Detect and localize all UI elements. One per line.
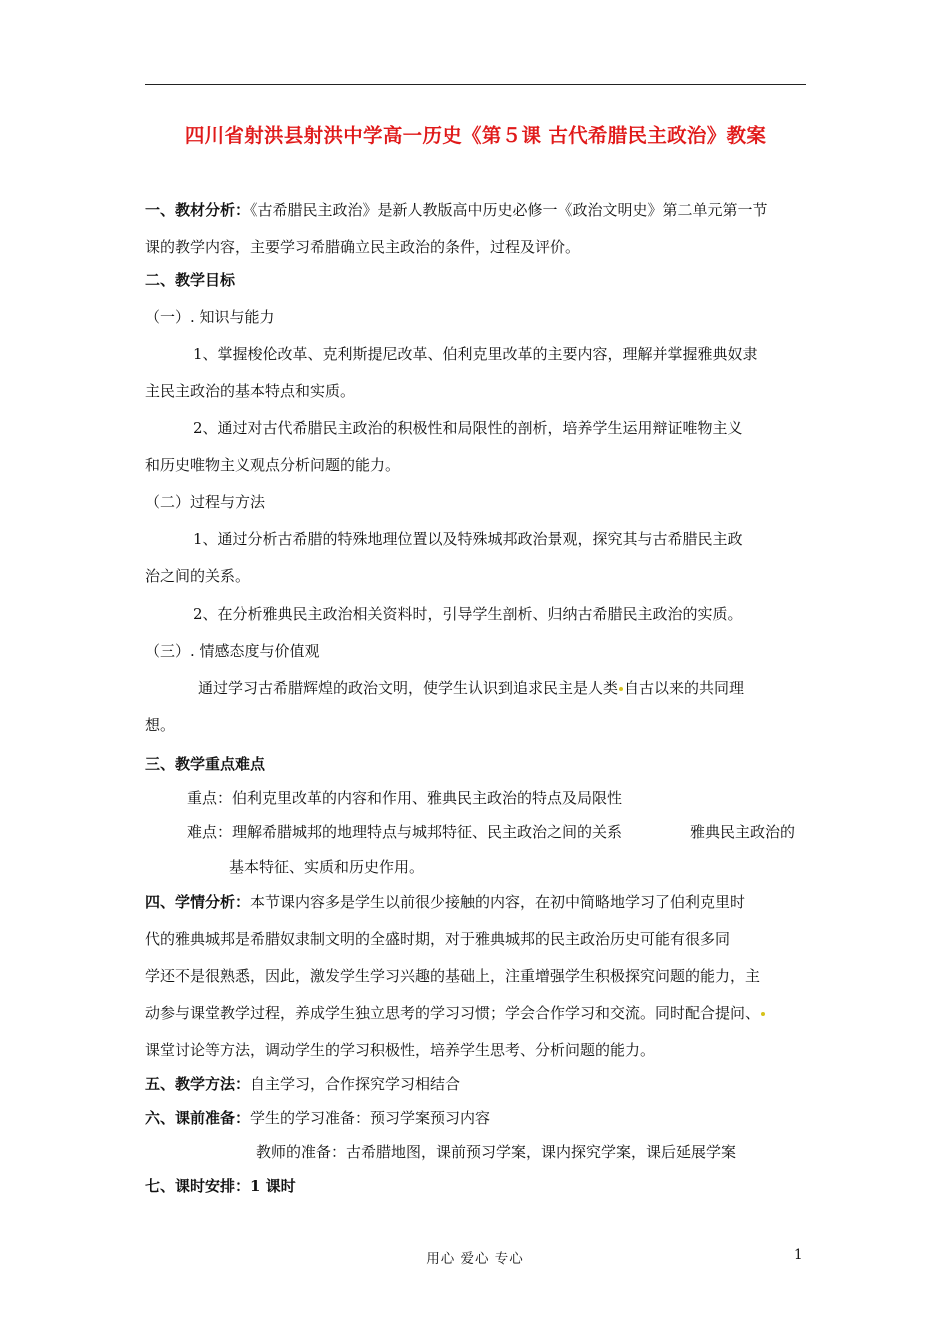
section-2-p5-line-1 [198,677,744,699]
section-2-p1-line-2: 主民主政治的基本特点和实质。 [145,382,356,400]
section-2-p5-part-2: 自古以来的共同理 [624,679,745,697]
section-5-text: 自主学习，合作探究学习相结合 [250,1075,461,1093]
section-2-sub-1: （一）. 知识与能力 [145,308,275,326]
section-7-text: 1 课时 [250,1177,296,1195]
page-number: 1 [794,1247,803,1263]
section-4-line-4-text: 动参与课堂教学过程，养成学生独立思考的学习习惯；学会合作学习和交流。同时配合提问、 [145,1004,761,1022]
section-4-line-4 [145,1002,766,1024]
section-2-p2-line-2: 和历史唯物主义观点分析问题的能力。 [145,456,401,474]
section-2-p5-part-1: 通过学习古希腊辉煌的政治文明，使学生认识到追求民主是人类 [198,679,619,697]
section-1-line-1 [145,199,768,221]
section-1-heading: 一、教材分析： [145,201,251,219]
decorative-dot [619,687,623,691]
section-4-line-1 [145,891,745,913]
header-rule [145,84,806,85]
section-3-heading: 三、教学重点难点 [145,755,266,773]
section-2-p3-line-2: 治之间的关系。 [145,567,251,585]
section-1-line-2: 课的教学内容，主要学习希腊确立民主政治的条件，过程及评价。 [145,238,581,256]
section-4-text: 本节课内容多是学生以前很少接触的内容，在初中简略地学习了伯利克里时 [250,893,746,911]
section-4-line-3: 学还不是很熟悉，因此，激发学生学习兴趣的基础上，注重增强学生积极探究问题的能力，主 [145,967,761,985]
section-3-key-point: 重点：伯利克里改革的内容和作用、雅典民主政治的特点及局限性 [187,789,623,807]
section-7-line [145,1175,296,1197]
section-6-heading: 六、课前准备： [145,1109,251,1127]
section-2-sub-2: （二）过程与方法 [145,493,266,511]
section-2-heading: 二、教学目标 [145,271,236,289]
section-2-p2-line-1: 2、通过对古代希腊民主政治的积极性和局限性的剖析，培养学生运用辩证唯物主义 [193,419,743,437]
section-2-sub-3: （三）. 情感态度与价值观 [145,642,320,660]
section-5-heading: 五、教学方法： [145,1075,251,1093]
section-2-p5-line-2: 想。 [145,716,176,734]
section-2-p3-line-1: 1、通过分析古希腊的特殊地理位置以及特殊城邦政治景观，探究其与古希腊民主政 [193,530,743,548]
section-4-line-2: 代的雅典城邦是希腊奴隶制文明的全盛时期，对于雅典城邦的民主政治历史可能有很多同 [145,930,731,948]
section-6-text-1: 学生的学习准备：预习学案预习内容 [250,1109,491,1127]
section-3-difficulty-line-1: 难点：理解希腊城邦的地理特点与城邦特征、民主政治之间的关系 [187,823,623,841]
section-5-line [145,1073,460,1095]
section-3-difficulty-line-1b: 雅典民主政治的 [690,823,796,841]
section-2-p4: 2、在分析雅典民主政治相关资料时，引导学生剖析、归纳古希腊民主政治的实质。 [193,605,743,623]
section-1-text: 《古希腊民主政治》是新人教版高中历史必修一《政治文明史》第二单元第一节 [250,201,768,219]
section-4-heading: 四、学情分析： [145,893,251,911]
section-2-p1-line-1: 1、掌握梭伦改革、克利斯提尼改革、伯利克里改革的主要内容，理解并掌握雅典奴隶 [193,345,758,363]
section-6-line-2: 教师的准备：古希腊地图，课前预习学案，课内探究学案，课后延展学案 [256,1143,737,1161]
section-4-line-5: 课堂讨论等方法，调动学生的学习积极性，培养学生思考、分析问题的能力。 [145,1041,656,1059]
decorative-dot-2 [761,1012,765,1016]
section-3-difficulty-line-2: 基本特征、实质和历史作用。 [229,858,425,876]
document-title: 四川省射洪县射洪中学高一历史《第５课 古代希腊民主政治》教案 [184,124,767,147]
section-7-heading: 七、课时安排： [145,1177,251,1195]
section-6-line-1 [145,1107,490,1129]
page-footer: 用心 爱心 专心 [426,1251,524,1267]
